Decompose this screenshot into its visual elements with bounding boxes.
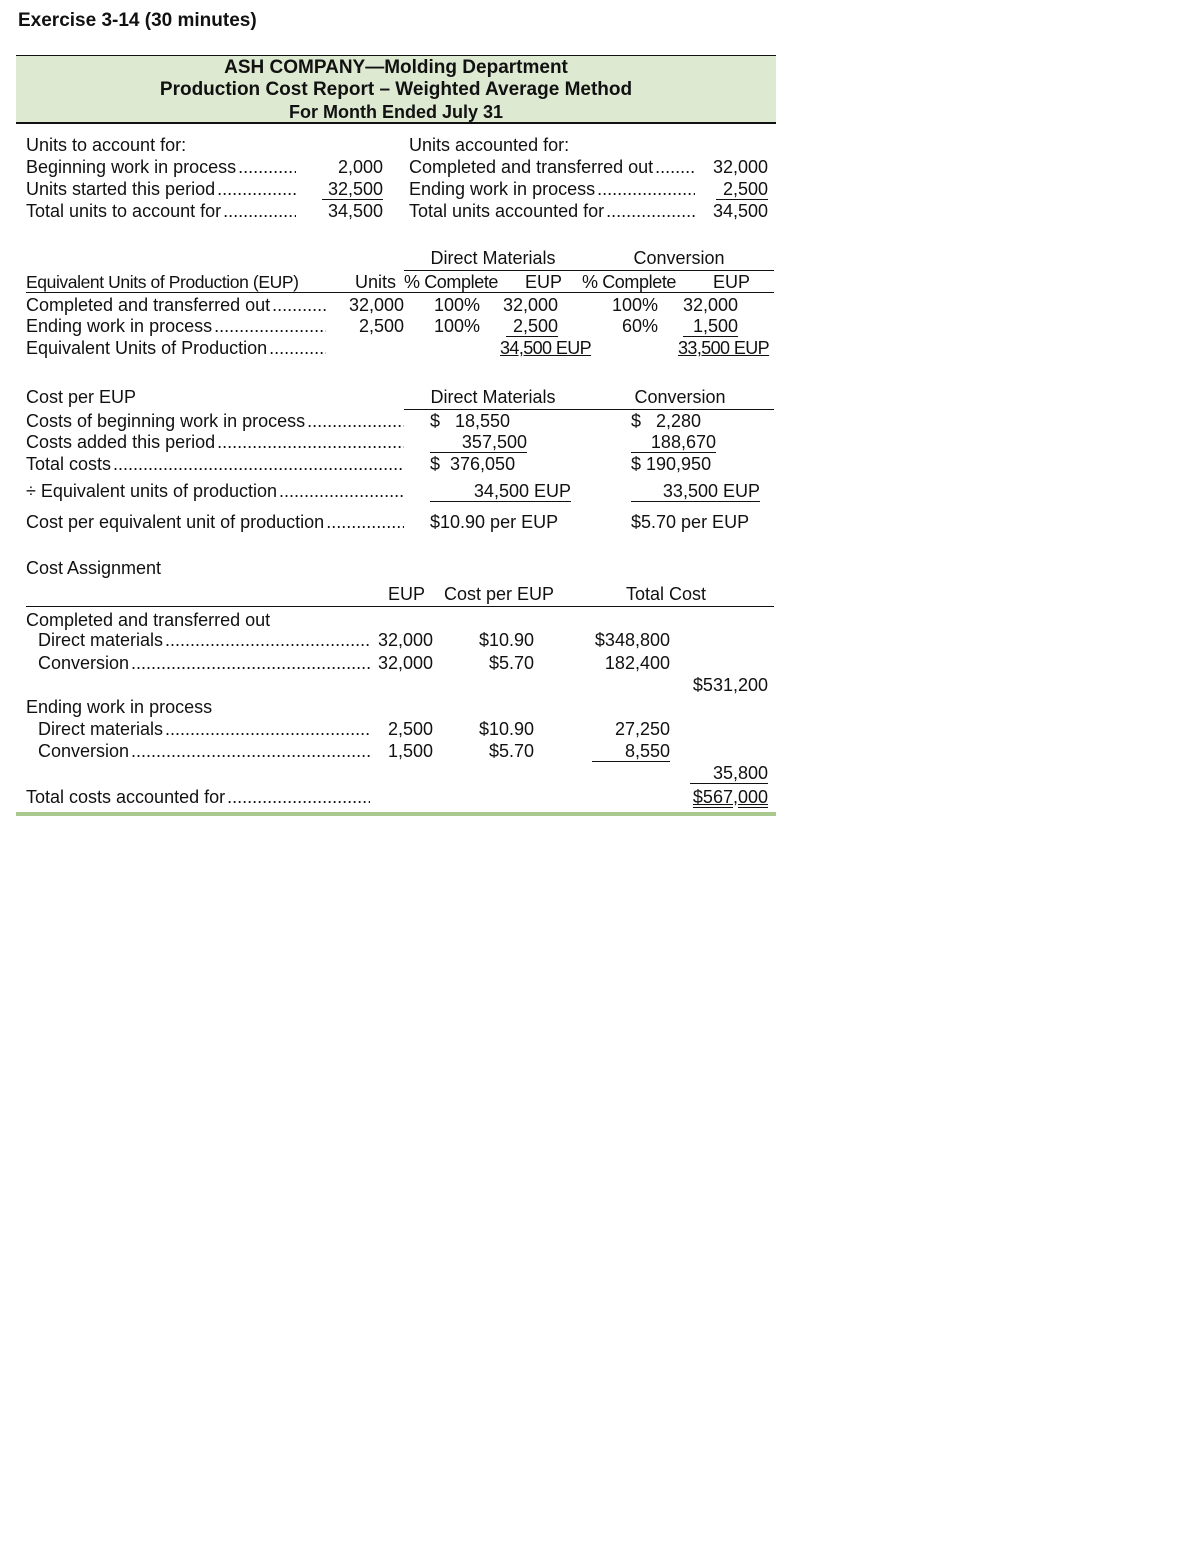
cost-row-dm: $ 376,050 <box>430 454 516 474</box>
assign-col-eup: EUP <box>387 584 425 604</box>
period-heading: For Month Ended July 31 <box>288 102 503 122</box>
units-row-label: Beginning work in process ..... <box>26 156 296 178</box>
assign-col-total: Total Cost <box>626 584 707 604</box>
assign-row-total: $348,800 <box>594 630 670 650</box>
eup-col-dm-eup: EUP <box>524 272 562 292</box>
report-heading: Production Cost Report – Weighted Average Method <box>159 79 633 100</box>
assign-header-rule <box>26 606 774 607</box>
units-row-value: 32,500 <box>327 179 383 199</box>
assign-row-label: Conversion ..... <box>38 740 370 762</box>
assign-row-label: Direct materials ..... <box>38 629 370 651</box>
units-row-label: Ending work in process ..... <box>409 178 695 200</box>
cost-row-cv: $ 190,950 <box>631 454 712 474</box>
assign-row-eup: 32,000 <box>377 630 433 650</box>
assign-row-cost: $10.90 <box>478 719 534 739</box>
cost-row-label: Costs of beginning work in process ..... <box>26 410 404 432</box>
assign-row-cost: $5.70 <box>488 741 534 761</box>
assign-row-eup: 2,500 <box>387 719 433 739</box>
cost-col-conversion: Conversion <box>634 387 726 407</box>
eup-col-cv-eup: EUP <box>712 272 750 292</box>
cost-assignment-title: Cost Assignment <box>26 558 162 578</box>
assign-row-total: 182,400 <box>604 653 670 673</box>
assign-col-cost: Cost per EUP <box>444 584 555 604</box>
eup-row-label: Ending work in process ..... <box>26 315 326 337</box>
eup-col-cv-pct: % Complete <box>582 272 677 292</box>
result-cv: $5.70 per EUP <box>631 512 750 532</box>
eup-total-label: Equivalent Units of Production ..... <box>26 337 326 359</box>
result-dm: $10.90 per EUP <box>430 512 559 532</box>
cost-row-cv: 188,670 <box>650 432 716 452</box>
units-row-label: Total units to account for ..... <box>26 200 296 222</box>
units-row-value: 2,000 <box>337 157 383 177</box>
eup-row-cv-eup: 1,500 <box>692 316 738 336</box>
ending-wip-heading: Ending work in process <box>26 697 213 717</box>
eup-row-dm-eup: 32,000 <box>502 295 558 315</box>
header-top-rule <box>16 55 776 56</box>
eup-row-cv-pct: 60% <box>621 316 658 336</box>
assign-row-label: Direct materials ..... <box>38 718 370 740</box>
units-accounted-heading: Units accounted for: <box>409 135 570 155</box>
cost-row-label: Total costs ..... <box>26 453 404 475</box>
eup-group-dm: Direct Materials <box>430 248 556 268</box>
eup-header-rule <box>26 292 774 293</box>
completed-heading: Completed and transferred out <box>26 610 271 630</box>
units-to-account-heading: Units to account for: <box>26 135 187 155</box>
units-row-label: Total units accounted for ..... <box>409 200 695 222</box>
divide-cv: 33,500 EUP <box>662 481 760 501</box>
grand-total-label: Total costs accounted for ..... <box>26 786 370 808</box>
eup-title: Equivalent Units of Production (EUP) <box>26 272 299 292</box>
result-label: Cost per equivalent unit of production ..... <box>26 511 404 533</box>
divide-label: ÷ Equivalent units of production ..... <box>26 480 404 502</box>
eup-row-label: Completed and transferred out ..... <box>26 294 326 316</box>
exercise-title: Exercise 3-14 (30 minutes) <box>18 10 257 31</box>
eup-row-dm-pct: 100% <box>433 295 480 315</box>
assign-row-total: 8,550 <box>624 741 670 761</box>
units-row-value: 34,500 <box>327 201 383 221</box>
header-bottom-rule <box>16 122 776 124</box>
assign-row-eup: 32,000 <box>377 653 433 673</box>
cost-row-dm: 357,500 <box>461 432 527 452</box>
cost-col-dm: Direct Materials <box>430 387 556 407</box>
eup-row-dm-eup: 2,500 <box>512 316 558 336</box>
assign-row-cost: $10.90 <box>478 630 534 650</box>
assign-row-total: 27,250 <box>614 719 670 739</box>
units-row-value: 32,000 <box>712 157 768 177</box>
units-row-label: Units started this period ..... <box>26 178 296 200</box>
eup-group-conversion: Conversion <box>633 248 725 268</box>
eup-col-dm-pct: % Complete <box>404 272 499 292</box>
report-bottom-rule <box>16 812 776 816</box>
subtotal-underline <box>592 761 670 762</box>
ending-subtotal: 35,800 <box>712 763 768 783</box>
assign-row-eup: 1,500 <box>387 741 433 761</box>
completed-subtotal: $531,200 <box>692 675 768 695</box>
assign-row-cost: $5.70 <box>488 653 534 673</box>
eup-total-dm: 34,500 EUP <box>500 338 592 358</box>
eup-row-units: 32,000 <box>348 295 404 315</box>
cost-row-label: Costs added this period ..... <box>26 431 404 453</box>
divide-dm: 34,500 EUP <box>473 481 571 501</box>
company-heading: ASH COMPANY—Molding Department <box>224 57 568 78</box>
cost-row-dm: $ 18,550 <box>430 411 511 431</box>
cost-per-eup-title: Cost per EUP <box>26 387 137 407</box>
subtotal-underline <box>631 501 760 502</box>
cost-row-cv: $ 2,280 <box>631 411 702 431</box>
units-row-label: Completed and transferred out ..... <box>409 156 695 178</box>
eup-row-units: 2,500 <box>358 316 404 336</box>
eup-row-cv-eup: 32,000 <box>682 295 738 315</box>
subtotal-underline <box>430 501 571 502</box>
eup-row-dm-pct: 100% <box>433 316 480 336</box>
units-row-value: 34,500 <box>712 201 768 221</box>
assign-row-label: Conversion ..... <box>38 652 370 674</box>
subtotal-underline <box>690 783 768 784</box>
eup-row-cv-pct: 100% <box>611 295 658 315</box>
eup-total-cv: 33,500 EUP <box>678 338 770 358</box>
eup-col-units: Units <box>354 272 396 292</box>
units-row-value: 2,500 <box>722 179 768 199</box>
grand-total-value: $567,000 <box>692 787 768 807</box>
